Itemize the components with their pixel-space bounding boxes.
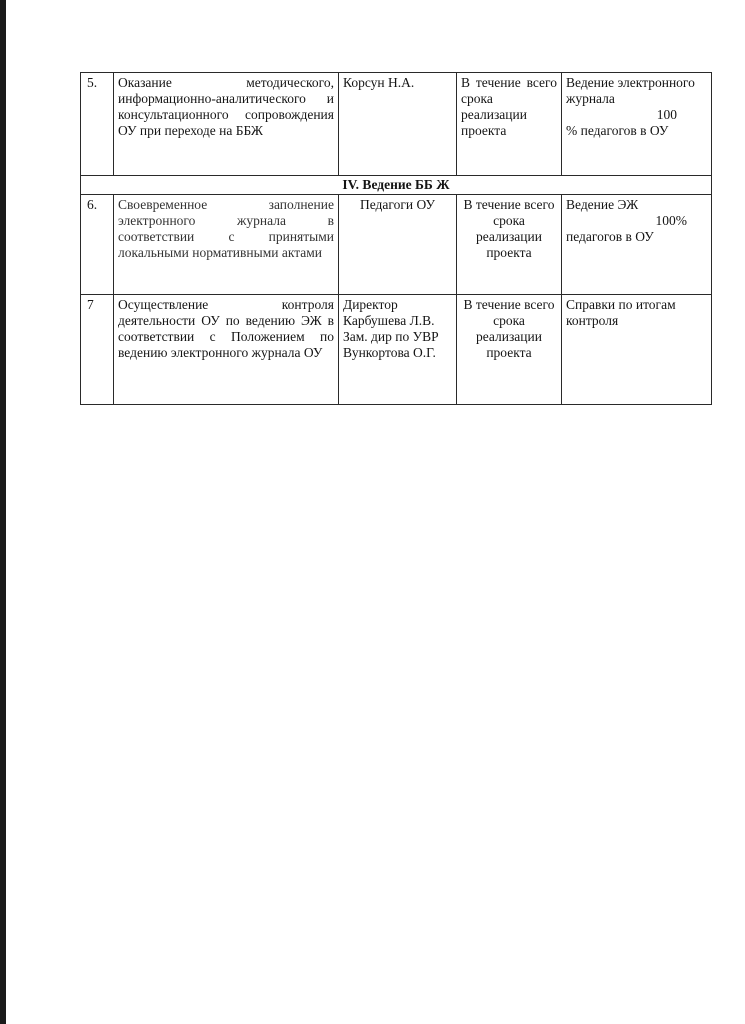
responsible-line: Зам. дир по УВР <box>343 329 439 344</box>
row-number: 7 <box>81 295 114 405</box>
result-percent: 100 <box>656 107 677 122</box>
responsible-line: Директор <box>343 297 398 312</box>
table-row <box>81 295 712 405</box>
responsible-line: Вункортова О.Г. <box>343 345 436 360</box>
table-row <box>81 195 712 295</box>
result-cell <box>562 195 712 295</box>
result-text: Ведение электронного журнала <box>566 75 695 106</box>
activity-cell: Своевременное заполнение электронного журнала в соответствии с принятыми локальными нормативными актами <box>114 195 339 295</box>
responsible-cell: Корсун Н.А. <box>339 73 457 176</box>
result-text-2: педагогов в ОУ <box>566 229 654 244</box>
responsible-cell <box>339 295 457 405</box>
result-text-2: % педагогов в ОУ <box>566 123 669 138</box>
section-header-row <box>81 176 712 195</box>
activity-cell: Осуществление контроля деятельности ОУ по ведению ЭЖ в соответствии с Положением по ведению электронного журнала ОУ <box>114 295 339 405</box>
plan-table <box>80 72 712 405</box>
scan-left-edge <box>0 0 6 1024</box>
section-title: IV. Ведение ББ Ж <box>81 176 712 195</box>
responsible-line: Карбушева Л.В. <box>343 313 435 328</box>
activity-cell: Оказание методического, информационно-аналитического и консультационного сопровождения ОУ при переходе на ББЖ <box>114 73 339 176</box>
row-number: 5. <box>81 73 114 176</box>
result-text: Ведение ЭЖ <box>566 197 639 212</box>
timing-cell: В течение всего срока реализации проекта <box>457 73 562 176</box>
responsible-cell: Педагоги ОУ <box>339 195 457 295</box>
result-percent: 100% <box>655 213 687 228</box>
result-cell: Справки по итогам контроля <box>562 295 712 405</box>
timing-cell: В течение всего срока реализации проекта <box>457 195 562 295</box>
result-cell <box>562 73 712 176</box>
timing-cell: В течение всего срока реализации проекта <box>457 295 562 405</box>
row-number: 6. <box>81 195 114 295</box>
table-row <box>81 73 712 176</box>
